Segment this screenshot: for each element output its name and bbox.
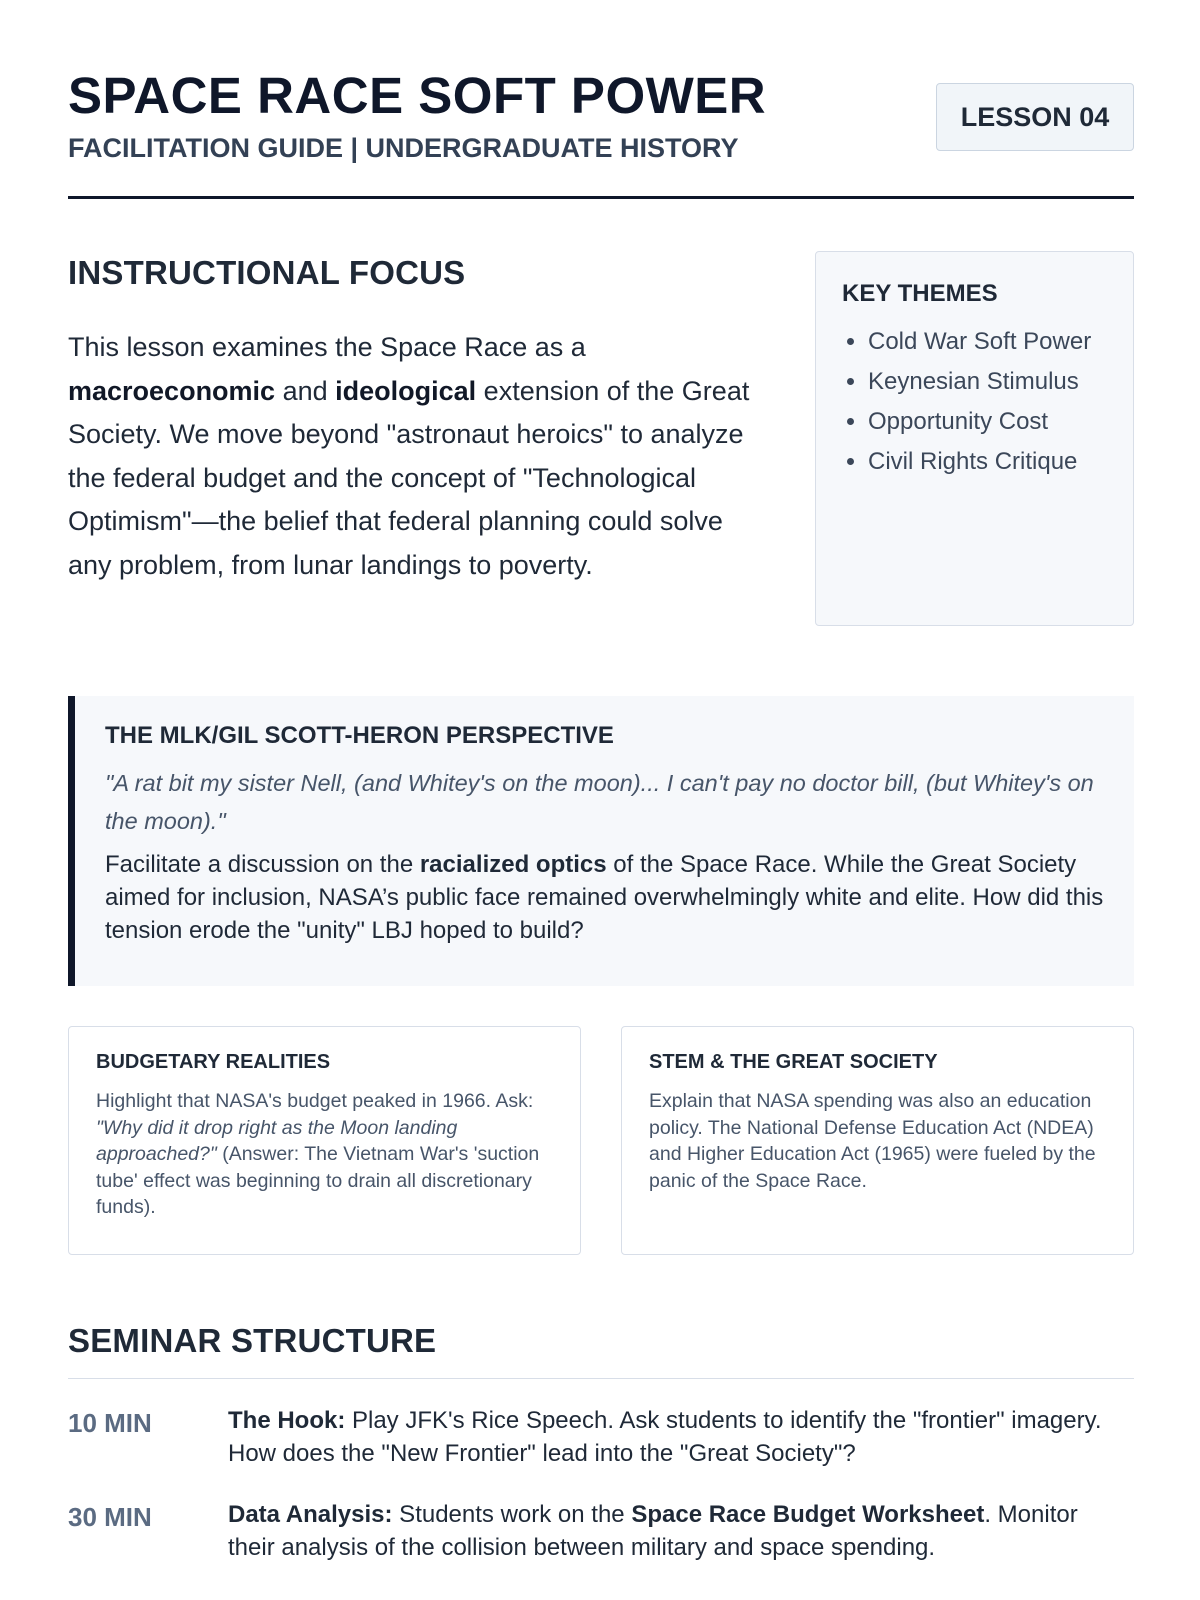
card-title: BUDGETARY REALITIES bbox=[96, 1051, 331, 1073]
page-subtitle: FACILITATION GUIDE | UNDERGRADUATE HISTORY bbox=[68, 133, 739, 163]
stem-great-society-card bbox=[621, 1026, 1134, 1255]
seminar-label: The Hook: bbox=[228, 1407, 346, 1434]
key-theme-item: • Cold War Soft Power bbox=[868, 322, 1107, 362]
emphasis-ideological: ideological bbox=[335, 375, 477, 406]
key-theme-item: • Opportunity Cost bbox=[868, 402, 1107, 442]
perspective-quote: "A rat bit my sister Nell, (and Whitey's on the moon)... I can't pay no doctor bill, (but Whitey's on the moon)." bbox=[105, 770, 1094, 834]
emphasis-macroeconomic: macroeconomic bbox=[68, 375, 276, 406]
card-question: "Why did it drop right as the Moon landing approached?" bbox=[96, 1116, 458, 1165]
key-themes-panel bbox=[815, 251, 1134, 626]
emphasis-racialized-optics: racialized optics bbox=[419, 851, 607, 878]
page-header bbox=[68, 66, 1134, 199]
instructional-focus-heading: INSTRUCTIONAL FOCUS bbox=[68, 254, 466, 291]
card-title: STEM & THE GREAT SOCIETY bbox=[649, 1051, 938, 1073]
seminar-structure-heading: SEMINAR STRUCTURE bbox=[68, 1322, 437, 1359]
key-theme-item: • Civil Rights Critique bbox=[868, 442, 1107, 482]
perspective-body: Facilitate a discussion on the racialized optics of the Space Race. While the Great Society aimed for inclusion, NASA’s public face remained overwhelmingly white and elite. How did this tension erode the "unity" LBJ hoped to build? bbox=[105, 851, 1104, 944]
key-themes-list bbox=[842, 322, 1107, 482]
seminar-label: Data Analysis: bbox=[228, 1501, 393, 1528]
seminar-time: 30 MIN bbox=[68, 1502, 152, 1532]
section-divider bbox=[68, 1378, 1134, 1379]
budgetary-realities-card bbox=[68, 1026, 581, 1255]
seminar-time: 10 MIN bbox=[68, 1408, 152, 1438]
perspective-title: THE MLK/GIL SCOTT-HERON PERSPECTIVE bbox=[105, 722, 614, 749]
card-text: Highlight that NASA's budget peaked in 1966. Ask: "Why did it drop right as the Moon landing approached?" (Answer: The Vietnam War's 'suction tube' effect was beginning to drain all discretionary funds). bbox=[96, 1090, 540, 1218]
instructional-focus-text: This lesson examines the Space Race as a macroeconomic and ideological extension of the Great Society. We move beyond "astronaut heroics" to analyze the federal budget and the concept of "Technological Optimism"—the belief that federal planning could solve any problem, from lunar landings to poverty. bbox=[68, 332, 750, 580]
perspective-callout bbox=[68, 696, 1134, 986]
seminar-description: The Hook: Play JFK's Rice Speech. Ask students to identify the "frontier" imagery. How does the "New Frontier" lead into the "Great Society"? bbox=[228, 1407, 1102, 1467]
lesson-badge: LESSON 04 bbox=[936, 83, 1134, 151]
key-theme-item: • Keynesian Stimulus bbox=[868, 362, 1107, 402]
emphasis-worksheet: Space Race Budget Worksheet bbox=[631, 1501, 985, 1528]
key-themes-title: KEY THEMES bbox=[842, 280, 998, 307]
page-title: SPACE RACE SOFT POWER bbox=[68, 67, 767, 124]
card-text: Explain that NASA spending was also an education policy. The National Defense Education Act (NDEA) and Higher Education Act (1965) were fueled by the panic of the Space Race. bbox=[649, 1090, 1096, 1192]
seminar-description: Data Analysis: Students work on the Space Race Budget Worksheet. Monitor their analysis of the collision between military and space spending. bbox=[228, 1501, 1078, 1561]
